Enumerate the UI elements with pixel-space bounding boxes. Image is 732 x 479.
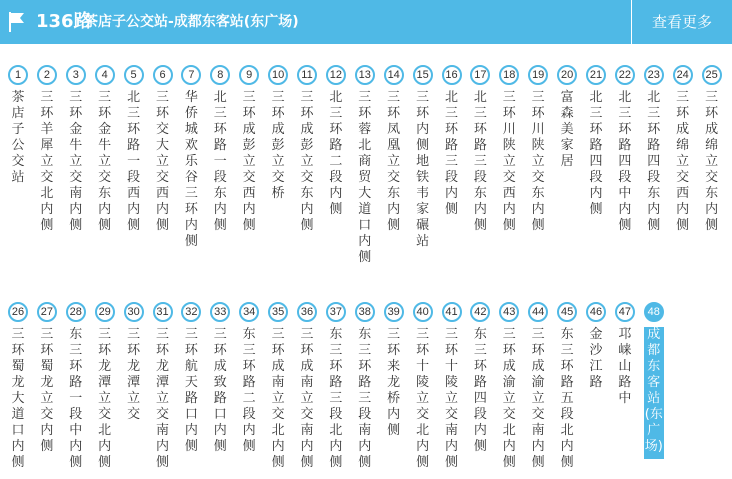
stop-item[interactable] [4, 65, 32, 186]
stop-name: 三环金牛立交南内侧 [69, 90, 83, 233]
stop-name: 华侨城欢乐谷三环内侧 [184, 90, 198, 249]
stop-name: 三环成绵立交东内侧 [705, 90, 719, 233]
stop-number: 13 [355, 65, 375, 85]
stop-name: 三环成彭立交东内侧 [300, 90, 314, 233]
stop-item[interactable] [235, 65, 263, 234]
stop-name: 三环成绵立交西内侧 [676, 90, 690, 233]
stop-number: 12 [326, 65, 346, 85]
stop-name: 三环川陕立交东内侧 [531, 90, 545, 233]
stop-number: 3 [66, 65, 86, 85]
stop-number: 30 [124, 302, 144, 322]
stop-number: 42 [470, 302, 490, 322]
stop-item[interactable] [351, 302, 379, 471]
stop-number: 25 [702, 65, 722, 85]
stop-number: 9 [239, 65, 259, 85]
stop-name: 北三环路一段东内侧 [213, 90, 227, 233]
stop-name: 北三环路四段东内侧 [647, 90, 661, 233]
stop-item[interactable] [582, 302, 610, 391]
stop-number: 40 [413, 302, 433, 322]
stop-name: 三环蜀龙立交内侧 [40, 327, 54, 454]
stop-name: 三环成渝立交北内侧 [502, 327, 516, 470]
stop-item[interactable] [553, 302, 581, 471]
stop-item[interactable] [495, 65, 523, 234]
stop-item[interactable] [438, 65, 466, 218]
view-more-button[interactable]: 查看更多 [631, 0, 732, 44]
stop-item[interactable] [495, 302, 523, 471]
stop-number: 10 [268, 65, 288, 85]
stop-item[interactable] [206, 302, 234, 455]
stop-item[interactable] [640, 302, 668, 459]
stop-name: 富森美家居 [560, 90, 574, 169]
stop-name: 北三环路四段内侧 [589, 90, 603, 217]
stop-number: 27 [37, 302, 57, 322]
flag-icon [8, 10, 26, 34]
stop-number: 7 [181, 65, 201, 85]
stop-name: 三环十陵立交南内侧 [444, 327, 458, 470]
stop-name: 北三环路一段西内侧 [127, 90, 141, 233]
stop-name: 三环龙潭立交南内侧 [155, 327, 169, 470]
stop-item[interactable] [62, 65, 90, 234]
stop-number: 4 [95, 65, 115, 85]
stop-item[interactable] [177, 302, 205, 455]
stop-number: 36 [297, 302, 317, 322]
stop-item[interactable] [206, 65, 234, 234]
stop-name: 东三环路三段南内侧 [358, 327, 372, 470]
stop-item[interactable] [235, 302, 263, 455]
stop-number: 21 [586, 65, 606, 85]
stop-number: 31 [153, 302, 173, 322]
stop-item[interactable] [409, 65, 437, 250]
stop-item[interactable] [264, 65, 292, 202]
stop-number: 28 [66, 302, 86, 322]
stop-name: 三环金牛立交东内侧 [98, 90, 112, 233]
stop-name: 北三环路三段东内侧 [473, 90, 487, 233]
stop-number: 14 [384, 65, 404, 85]
stop-number: 33 [210, 302, 230, 322]
stop-number: 47 [615, 302, 635, 322]
stop-name: 北三环路三段内侧 [444, 90, 458, 217]
stop-name: 三环来龙桥内侧 [387, 327, 401, 438]
stop-item[interactable] [120, 302, 148, 423]
stop-number: 20 [557, 65, 577, 85]
stop-name: 邛崃山路中 [618, 327, 632, 406]
stop-name: 三环成南立交北内侧 [271, 327, 285, 470]
stop-name: 东三环路一段中内侧 [69, 327, 83, 470]
stop-item[interactable] [264, 302, 292, 471]
stop-item[interactable] [380, 302, 408, 439]
stop-item[interactable] [698, 65, 726, 234]
stop-number: 23 [644, 65, 664, 85]
stop-name: 三环成彭立交桥 [271, 90, 285, 201]
stop-number: 15 [413, 65, 433, 85]
stop-item[interactable] [553, 65, 581, 170]
stop-number: 46 [586, 302, 606, 322]
stop-name: 三环成南立交南内侧 [300, 327, 314, 470]
stop-name: 三环交大立交西内侧 [155, 90, 169, 233]
stop-item[interactable] [322, 65, 350, 218]
stop-number: 8 [210, 65, 230, 85]
stop-name: 三环内侧地铁韦家碾站 [416, 90, 430, 249]
stop-name: 三环成致路口内侧 [213, 327, 227, 454]
stop-item[interactable] [4, 302, 32, 471]
stop-name: 三环成渝立交南内侧 [531, 327, 545, 470]
stop-item[interactable] [177, 65, 205, 250]
stop-number: 11 [297, 65, 317, 85]
stop-number: 26 [8, 302, 28, 322]
stop-number: 19 [528, 65, 548, 85]
stop-name: 三环龙潭立交 [127, 327, 141, 422]
route-number: 136路 [36, 11, 92, 32]
stop-item[interactable] [582, 65, 610, 218]
stop-name: 三环航天路口内侧 [184, 327, 198, 454]
stop-name: 东三环路五段北内侧 [560, 327, 574, 470]
stop-item[interactable] [611, 65, 639, 234]
stop-name: 三环凤凰立交东内侧 [387, 90, 401, 233]
stop-item[interactable] [438, 302, 466, 471]
stop-name: 金沙江路 [589, 327, 603, 390]
stop-item[interactable] [380, 65, 408, 234]
stop-item[interactable] [466, 65, 494, 234]
stop-number: 34 [239, 302, 259, 322]
stop-name: 北三环路二段内侧 [329, 90, 343, 217]
stop-number: 41 [442, 302, 462, 322]
stop-item[interactable] [120, 65, 148, 234]
route-header [0, 0, 732, 44]
stop-number: 5 [124, 65, 144, 85]
stop-name: 三环蜀龙大道口内侧 [11, 327, 25, 470]
stop-number: 24 [673, 65, 693, 85]
stop-number: 38 [355, 302, 375, 322]
stop-number: 48 [644, 302, 664, 322]
stop-item[interactable] [33, 302, 61, 455]
stop-number: 18 [499, 65, 519, 85]
stop-item[interactable] [524, 302, 552, 471]
stop-number: 22 [615, 65, 635, 85]
stop-item[interactable] [293, 65, 321, 234]
stop-number: 1 [8, 65, 28, 85]
stop-number: 6 [153, 65, 173, 85]
stop-number: 43 [499, 302, 519, 322]
stop-item[interactable] [293, 302, 321, 471]
stop-item[interactable] [640, 65, 668, 234]
stop-item[interactable] [322, 302, 350, 471]
stop-name: 三环龙潭立交北内侧 [98, 327, 112, 470]
stop-name: 三环蓉北商贸大道口内侧 [358, 90, 372, 265]
stop-item[interactable] [149, 65, 177, 234]
stop-name: 三环成彭立交西内侧 [242, 90, 256, 233]
stop-number: 39 [384, 302, 404, 322]
stop-name: 茶店子公交站 [11, 90, 25, 185]
stop-item[interactable] [33, 65, 61, 234]
stop-number: 37 [326, 302, 346, 322]
stop-item[interactable] [62, 302, 90, 471]
stop-number: 32 [181, 302, 201, 322]
stop-item[interactable] [149, 302, 177, 471]
stop-number: 45 [557, 302, 577, 322]
stop-name: 三环羊犀立交北内侧 [40, 90, 54, 233]
stop-name: 成都东客站(东广场) [644, 327, 664, 459]
stop-item[interactable] [611, 302, 639, 407]
stop-name: 北三环路四段中内侧 [618, 90, 632, 233]
stop-name: 东三环路四段内侧 [473, 327, 487, 454]
stop-number: 2 [37, 65, 57, 85]
stop-number: 29 [95, 302, 115, 322]
stop-item[interactable] [524, 65, 552, 234]
stop-item[interactable] [351, 65, 379, 266]
stop-item[interactable] [409, 302, 437, 471]
stop-item[interactable] [91, 65, 119, 234]
stop-item[interactable] [91, 302, 119, 471]
stop-name: 东三环路三段北内侧 [329, 327, 343, 470]
stop-item[interactable] [466, 302, 494, 455]
stop-item[interactable] [669, 65, 697, 234]
stop-number: 17 [470, 65, 490, 85]
stop-number: 16 [442, 65, 462, 85]
route-name: 茶店子公交站-成都东客站(东广场) [84, 14, 299, 30]
stop-name: 三环川陕立交西内侧 [502, 90, 516, 233]
stop-number: 35 [268, 302, 288, 322]
stop-name: 三环十陵立交北内侧 [416, 327, 430, 470]
stop-name: 东三环路二段内侧 [242, 327, 256, 454]
stop-number: 44 [528, 302, 548, 322]
